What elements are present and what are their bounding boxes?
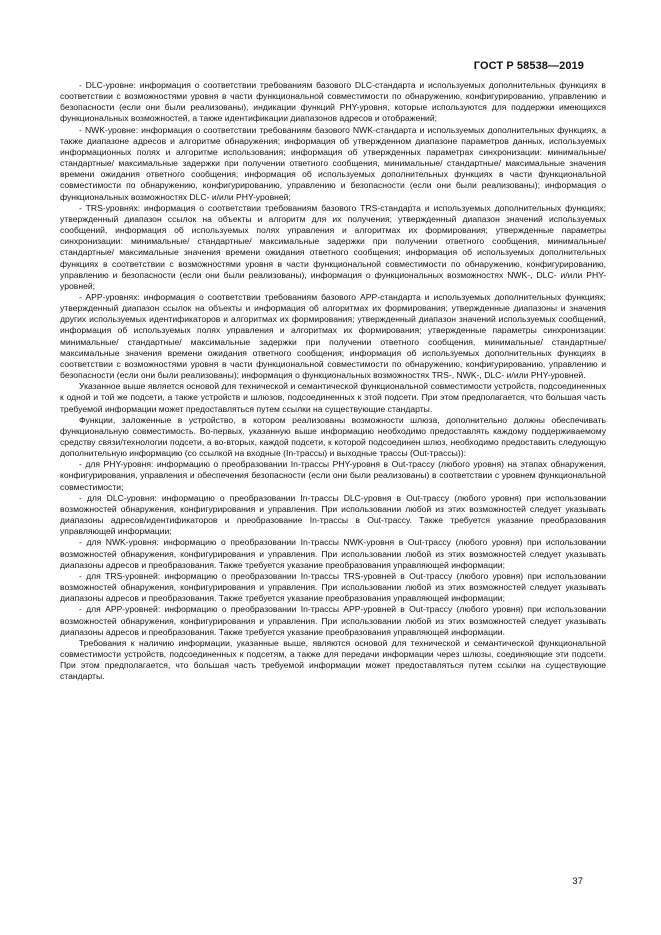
page-number: 37	[572, 876, 583, 887]
document-header-id: ГОСТ Р 58538—2019	[473, 60, 584, 72]
paragraph-dlc-level: - DLC-уровне: информация о соответствии требованиям базового DLC-стандарта и используемых дополнительных функциях в соответствии с возможностями уровня в части функциональной совместимости по обнаружению, конфигурированию, управлению и безопасности (если они были реализованы), индикации функций PHY-уровня, которые используются для поддержки имеющихся функциональных возможностей, а также идентификации диапазонов адресов и отображений;	[60, 80, 606, 124]
paragraph-gateway-trs: - для TRS-уровней: информацию о преобразовании In-трассы TRS-уровней в Out-трассу (любого уровня) при использовании возможностей обнаружения, конфигурирования и управления. При использовании любой из этих возможностей следует указывать диапазоны адресов и преобразования. Также требуется указание преобразования управляющей информации;	[60, 570, 606, 604]
paragraph-gateway-nwk: - для NWK-уровня: информацию о преобразовании In-трассы NWK-уровня в Out-трассу (любого уровня) при использовании возможностей обнаружения, конфигурирования и управления. При использовании любой из этих возможностей следует указывать диапазоны адресов и преобразования. Также требуется указание преобразования управляющей информации;	[60, 537, 606, 570]
paragraph-gateway-functions: Функции, заложенные в устройство, в котором реализованы возможности шлюза, дополнительно должны обеспечивать функциональную совместимость. Во-первых, указанную выше информацию необходимо предоставлять каждому поддерживаемому средству связи/технологии подсети, а во-вторых, каждой подсети, к которой подсоединен шлюз, необходимо предоставить следующую дополнительную информацию (со ссылкой на входные (In-трассы) и выходные трассы (Out-трассы)):	[60, 414, 606, 459]
paragraph-gateway-phy: - для PHY-уровня: информацию о преобразовании In-трассы PHY-уровня в Out-трассу (любого уровня) на этапах обнаружения, конфигурирования, управления и обеспечения безопасности (если они были реализованы) в соответствии с уровнем функциональной совместимости;	[60, 459, 606, 492]
body-text	[60, 80, 606, 682]
paragraph-trs-level: - TRS-уровнях: информация о соответствии требованиям базового TRS-стандарта и используемых дополнительных функциях; утвержденный диапазон ссылок на объекты и алгоритм для их получения; утвержденный диапазон значений используемых сообщений, информация об используемых полях управления и алгоритмах их формирования; утвержденные параметры синхронизации: минимальные/ стандартные/ максимальные задержки при получении ответного сообщения, минимальные/ стандартные/ максимальные значения времени ожидания ответного сообщения; информация об используемых дополнительных функциях в соответствии с возможностями уровня в части функциональной совместимости по обнаружению, конфигурированию, управлению и безопасности (если они были реализованы), информация о функциональных возможностях NWK-, DLC- и/или PHY-уровней;	[60, 202, 606, 291]
paragraph-gateway-app: - для APP-уровней: информацию о преобразовании In-трассы APP-уровней в Out-трассу (любого уровня) при использовании возможностей обнаружения, конфигурирования и управления. При использовании любой из этих возможностей следует указывать диапазоны адресов и преобразования. Также требуется указание преобразования управляющей информации.	[60, 604, 606, 637]
paragraph-nwk-level: - NWK-уровне: информация о соответствии требованиям базового NWK-стандарта и используемых дополнительных функциях, а также диапазоне адресов и алгоритме обнаружения; информация об утвержденном диапазоне параметров данных, используемых информационных полях и алгоритме использования; информация об утвержденных параметрах синхронизации: минимальные/ стандартные/ максимальные задержки при получении ответного сообщения, минимальные/ стандартные/ максимальные значения времени ожидания ответного сообщения; информация об используемых дополнительных функциях в части функциональной совместимости по обнаружению, конфигурированию, управлению и безопасности (если они были реализованы); информация о функциональных возможностях DLC- и/или PHY-уровней;	[60, 124, 606, 202]
paragraph-app-level: - APP-уровнях: информация о соответствии требованиям базового APP-стандарта и используемых дополнительных функциях; утвержденный диапазон ссылок на объекты и информация об алгоритмах их формирования; утвержденные диапазоны и значения других используемых идентификаторов и алгоритмах их формирования; утвержденный диапазон значений используемых сообщений, информация об используемых полях управления и алгоритмах их формирования; утвержденные параметры синхронизации: минимальные/ стандартные/ максимальные задержки при получении ответного сообщения, минимальные/ стандартные/ максимальные значения времени ожидания ответного сообщения; информация об используемых дополнительных функциях в соответствии с возможностями уровня в части функциональной совместимости по обнаружению, конфигурированию, управлению и безопасности (если они были реализованы); информация о функциональных возможностях TRS-, NWK-, DLC- и/или PHY-уровней.	[60, 291, 606, 381]
paragraph-basis-summary: Указанное выше является основой для технической и семантической функциональной совместимости устройств, подсоединенных к одной и той же подсети, а также устройств и шлюзов, подсоединенных к этой подсети. При этом предполагается, что большая часть требуемой информации может предоставляться путем ссылки на существующие стандарты.	[60, 381, 606, 414]
paragraph-gateway-dlc: - для DLC-уровня: информацию о преобразовании In-трассы DLC-уровня в Out-трассу (любого уровня) при использовании возможностей обнаружения, конфигурирования и управления. При использовании любой из этих возможностей следует указывать диапазоны адресов/идентификаторов и преобразование In-трассы в Out-трассу. Также требуется указание преобразования управляющей информации;	[60, 492, 606, 537]
paragraph-requirements-summary: Требования к наличию информации, указанные выше, являются основой для технической и семантической функциональной совместимости устройств, подсоединенных к подсетям, а также для передачи информации через шлюзы, соединяющие эти подсети. При этом предполагается, что большая часть требуемой информации может предоставляться путем ссылки на существующие стандарты.	[60, 637, 606, 682]
